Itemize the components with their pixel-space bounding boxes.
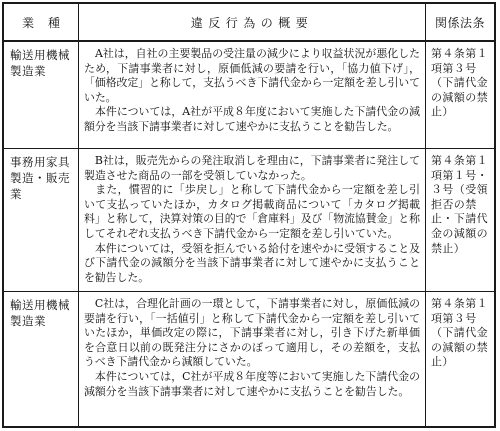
industry-cell — [4, 42, 79, 148]
overview-text — [79, 292, 425, 399]
industry-cell — [4, 149, 79, 291]
law-text: 第４条第１項第３号（下請代金の減額の禁止） — [431, 297, 488, 369]
law-cell — [426, 149, 494, 291]
table-header-row — [4, 4, 494, 42]
overview-paragraph: 本件については，受領を拒んでいる給付を速やかに受領すること及び下請代金の減額分を当該下請事業者に対して速やかに支払うことを勧告した。 — [84, 241, 420, 284]
overview-paragraph: A社は，自社の主要製品の受注量の減少により収益状況が悪化したため，下請事業者に対し，原価低減の要請を行い，「協力値下げ」，「価格改定」と称して，支払うべき下請代金から一定額を差し引いていた。 — [84, 47, 420, 104]
table-row — [4, 149, 494, 292]
overview-paragraph: 本件については，C社が平成８年度等において実施した下請代金の減額分を当該下請事業者に対して速やかに支払うことを勧告した。 — [84, 369, 420, 398]
industry-text: 輸送用機械製造業 — [10, 298, 70, 328]
overview-cell — [79, 149, 426, 291]
law-cell — [426, 42, 494, 148]
law-text: 第４条第１項第１号・３号（受領拒否の禁止・下請代金の減額の禁止） — [431, 154, 488, 255]
overview-text — [79, 149, 425, 285]
overview-paragraph: C社は，合理化計画の一環として，下請事業者に対し，原価低減の要請を行い，「一括値引」と称して下請代金から一定額を差し引いていたほか，単価改定の際に，下請事業者に対し，引き下げた新単価を合意日以前の既発注分にさかのぼって適用し，その差額を，支払うべき下請代金から減額していた。 — [84, 297, 420, 369]
law-cell — [426, 292, 494, 426]
header-industry-label: 業種 — [21, 15, 74, 30]
header-overview-label: 違反行為の概要 — [190, 15, 314, 30]
overview-cell — [79, 42, 426, 148]
overview-paragraph: また，慣習的に「歩戻し」と称して下請代金から一定額を差し引いて支払っていたほか，カタログ掲載商品について「カタログ掲載料」と称して，決算対策の目的で「倉庫料」及び「物流協賛金」と称してそれぞれ支払うべき下請代金から一定額を差し引いていた。 — [84, 183, 420, 240]
industry-text: 輸送用機械製造業 — [10, 48, 70, 78]
header-industry — [4, 4, 79, 40]
industry-cell — [4, 292, 79, 426]
law-text: 第４条第１項第３号（下請代金の減額の禁止） — [431, 47, 488, 119]
overview-text — [79, 42, 425, 135]
table-row — [4, 292, 494, 426]
violation-table — [2, 2, 496, 428]
overview-paragraph: 本件については，A社が平成８年度において実施した下請代金の減額分を当該下請事業者に対して速やかに支払うことを勧告した。 — [84, 105, 420, 133]
industry-text: 事務用家具製造・販売業 — [10, 155, 70, 201]
table-row — [4, 42, 494, 149]
overview-cell — [79, 292, 426, 426]
header-law-label: 関係法条 — [434, 15, 485, 30]
header-law — [426, 4, 494, 40]
header-overview — [79, 4, 426, 40]
overview-paragraph: B社は，販売先からの発注取消しを理由に，下請事業者に発注して製造させた商品の一部を受領していなかった。 — [84, 154, 420, 182]
